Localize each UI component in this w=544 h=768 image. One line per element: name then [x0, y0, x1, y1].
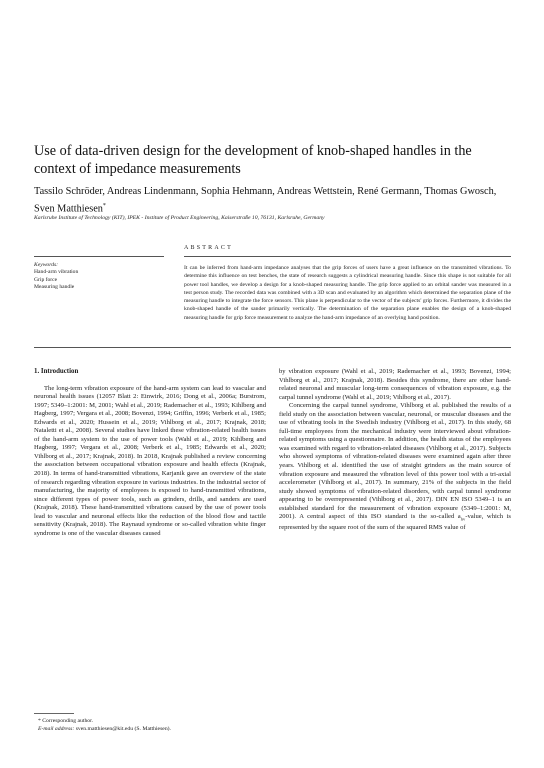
- footnote-corresponding: * Corresponding author.: [38, 718, 94, 724]
- affiliation: Karlsruhe Institute of Technology (KIT), IPEK - Institute of Product Engineering, Kaiserstraße 10, 76131, Karlsruhe, Germany: [34, 215, 325, 221]
- paragraph-text-end: -value, which is represented by the square root of the sum of the squared RMS value of: [279, 513, 511, 532]
- abstract-heading: ABSTRACT: [184, 245, 233, 251]
- abstract-text: It can be inferred from hand-arm impedance analyses that the grip forces of users have a great influence on the transmitted vibrations. To determine this influence on test benches, the state of research suggests a cylindrical measuring handle. Since this shape is not suitable for all power tool handles, we develop a design for a knob-shaped measuring handle. The grip force applied to an orbital sander was measured in a test person study. The recorded data was combined with a 3D scan and evaluated by an algorithm which determined the separation plane of the measuring handle to integrate the force sensors. This plane is perpendicular to the vector of the subjects' grip forces. Furthermore, it divides the knob-shaped handle of the sander primarily vertically. The determination of the separation plane enables the design of a knob-shaped measuring handle for grip force measurement to analyze the hand-arm impedance of an overlying hand position.: [184, 265, 511, 321]
- authors-text: Tassilo Schröder, Andreas Lindenmann, Sophia Hehmann, Andreas Wettstein, René Germann, Thomas Gwosch, Sven Matthiesen: [34, 186, 497, 215]
- section-heading-introduction: 1. Introduction: [34, 368, 79, 375]
- abstract-divider-bottom: [34, 347, 511, 348]
- keywords-divider: [34, 256, 164, 257]
- keywords-block: [34, 262, 164, 292]
- footnote: [34, 717, 334, 734]
- paragraph: The long-term vibration exposure of the hand-arm system can lead to vascular and neuronal health issues (12057 Blatt 2: Einwirk, 2016; Dong et al., 2006a; Burstrom, 1997; 5349–1:2001: M, 2001; Wahl et al., 2019; Rademacher et al., 1993; Kihlberg and Hagberg, 1997; Vergara et al., 2008; Bovenzi, 1994; Griffin, 1996; Verberk et al., 1985; Edwards et al., 2020; Hussein et al., 2019; Vihlborg et al., 2017; Krajnak, 2018; Nataletti et al., 2008). Several studies have linked these vibration-related health issues of the hand-arm system to the use of power tools (Wahl et al., 2019; Kihlberg and Hagberg, 1997; Vergara et al., 2008; Verberk et al., 1985; Edwards et al., 2020; Vihlborg et al., 2017; Krajnak, 2018). In 2018, Krajnak published a review concerning the association between occupational vibration exposure and health effects (Krajnak, 2018). In terms of hand-transmitted vibrations, Karjanik gave an overview of the state of research regarding vibration exposure in various industries. In the industrial sector of manufacturing, the majority of employees is exposed to hand-transmitted vibrations, since different types of power tools, such as grinders, drills, and sanders are used (Krajnak, 2018). These hand-transmitted vibrations caused by the use of power tools lead to vascular and neuronal effects like the reduction of the blood flow and tactile sensitivity (Krajnak, 2018). The Raynaud syndrome or so-called vibration white finger syndrome is one of the vascular diseases caused: [34, 384, 266, 537]
- footnote-email: [34, 725, 334, 733]
- footnote-divider: [34, 713, 74, 714]
- email-label: E-mail address:: [38, 726, 75, 733]
- paragraph: by vibration exposure (Wahl et al., 2019; Rademacher et al., 1993; Bovenzi, 1994; Vihlborg et al., 2017; Krajnak, 2018). Besides this syndrome, there are other hand-related neuronal and muscular long-term consequences of vibration exposure, e.g. the carpal tunnel syndrome (Wahl et al., 2019; Vihlborg et al., 2017).: [279, 368, 511, 401]
- paragraph: [279, 402, 511, 533]
- abstract-divider-top: [184, 256, 511, 257]
- keywords-heading: Keywords:: [34, 262, 59, 268]
- left-column: [34, 368, 266, 538]
- keyword-item: Grip force: [34, 276, 58, 283]
- paper-title: Use of data-driven design for the development of knob-shaped handles in the context of impedance measurements: [34, 143, 472, 177]
- email-address[interactable]: sven.matthiesen@kit.edu (S. Matthiesen).: [74, 726, 171, 733]
- paragraph-text: Concerning the carpal tunnel syndrome, Vihlborg et al. published the results of a field study on the association between vascular, neuronal, or muscular diseases and the use of vibrating tools in the Swedish industry (Vihlborg et al., 2017). In this study, 68 full-time employees from the mechanical industry were interviewed about vibration-related symptoms using a questionnaire. In addition, the health status of the employees was examined with regard to vibration-related diseases (Vihlborg et al., 2017). Subjects who showed symptoms of vibration-related diseases were examined again after three years. Vihlborg et al. identified the use of straight grinders as the main source of vibration exposure and measured the vibration level of this power tool with a tri-axial accelerometer (Vihlborg et al., 2017). In summary, 21% of the subjects in the field study showed symptoms of vibration-related disorders, with carpal tunnel syndrome appearing to be overrepresented (Vihlborg et al., 2017). DIN EN ISO 5349–1 is an established standard for the measurement of vibration exposure (5349–1:2001: M, 2001). A central aspect of this ISO standard is the so-called a: [279, 402, 511, 521]
- keyword-item: Measuring handle: [34, 284, 75, 291]
- subscript-hv: hv: [460, 516, 466, 522]
- corresponding-mark: *: [102, 203, 106, 209]
- author-list: [34, 184, 504, 216]
- right-column: [279, 368, 511, 533]
- keyword-item: Hand-arm vibration: [34, 269, 79, 276]
